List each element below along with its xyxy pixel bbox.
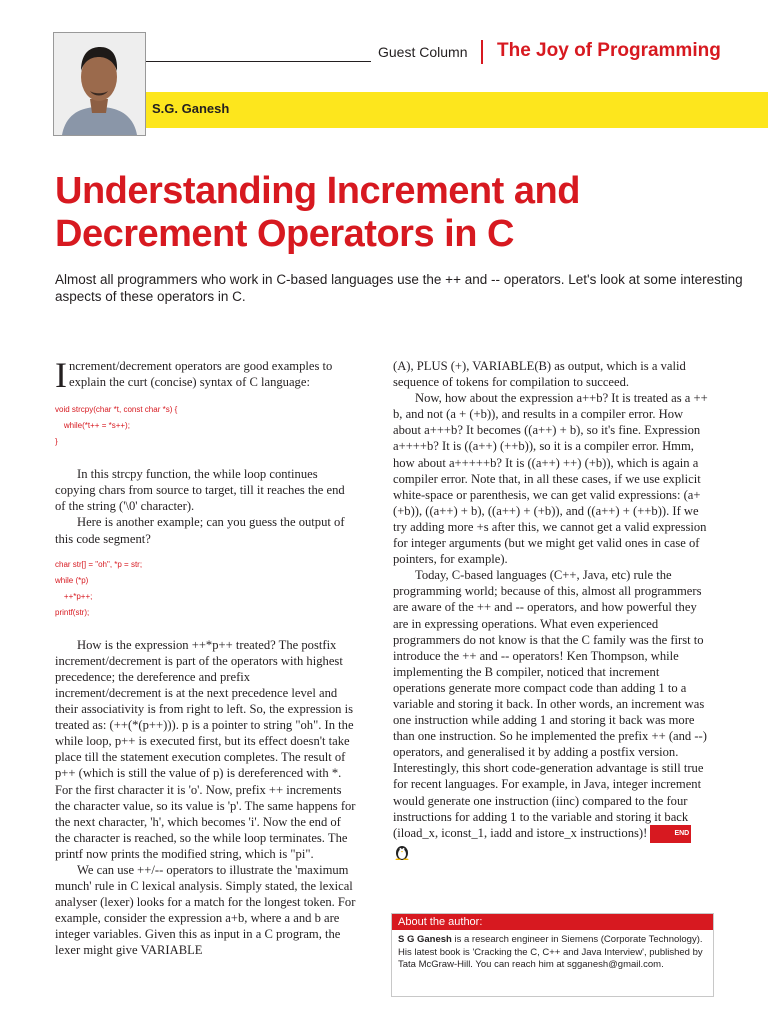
paragraph-intro [55, 355, 358, 395]
about-author-box [391, 913, 714, 997]
code-line: while(*t++ = *s++); [55, 421, 130, 431]
code-line: while (*p) [55, 575, 89, 585]
paragraph-precedence: How is the expression ++*p++ treated? The postfix increment/decrement is part of the operators with highest precedence; the dereference and prefix increment/decrement is at the next precedence level and their associativity is from right to left. So, the expression is treated as: (++(*(p++))). p is a pointer to string "oh". In the while loop, p++ is executed first, but its effect doesn't take place till the statement execution completes. The result of p++ (which is still the value of p) is dereferenced with *. For the first character it is 'o'. Now, prefix ++ increments the character value, so its value is 'p'. The same happens for the next character, 'h', which becomes 'i'. Now the end of the character is reached, so the while loop terminates. The printf now prints the modified string, which is "pi". [55, 637, 356, 861]
paragraph-example: Here is another example; can you guess the output of this code segment? [55, 515, 345, 546]
end-badge: END [650, 825, 691, 843]
about-text [392, 930, 713, 976]
paragraph-tokens: (A), PLUS (+), VARIABLE(B) as output, which is a valid sequence of tokens for compilation to succeed. [393, 359, 686, 390]
header-rule [146, 61, 371, 62]
code-line: void strcpy(char *t, const char *s) { [55, 405, 178, 415]
code-block-example [55, 557, 358, 621]
paragraph-strcpy: In this strcpy function, the while loop continues copying chars from source to target, till it reaches the end of the string ('\0' character). [55, 467, 345, 514]
author-photo [53, 32, 146, 136]
author-portrait-icon [54, 33, 145, 135]
code-line: ++*p++; [55, 591, 93, 601]
right-column [393, 358, 710, 860]
author-band [146, 92, 768, 128]
left-column [55, 355, 358, 959]
code-line: } [55, 437, 58, 447]
code-block-strcpy [55, 402, 358, 450]
code-line: printf(str); [55, 607, 90, 617]
about-bio: is a research engineer in Siemens (Corporate Technology). His latest book is 'Cracking the C, C++ and Java Interview', published by Tata McGraw-Hill. You can reach him at sgganesh@gmail.com. [398, 934, 703, 971]
header-divider [481, 40, 483, 64]
article-lead: Almost all programmers who work in C-based languages use the ++ and -- operators. Let's look at some interesting aspects of these operators in C. [55, 272, 743, 304]
author-name: S.G. Ganesh [152, 101, 230, 116]
code-line: char str[] = "oh", *p = str; [55, 559, 143, 569]
about-heading: About the author: [392, 914, 713, 930]
penguin-icon [393, 844, 411, 860]
history-text: Today, C-based languages (C++, Java, etc) rule the programming world; because of this, almost all programmers are aware of the ++ and -- operators, and how powerful they are in expressing operations. What even experienced programmers do not know is that the C family was the first to introduce the ++ and -- operators! Ken Thompson, while implementing the B compiler, noticed that increment operations generate more compact code than adding 1 to a variable and storing it back. In other words, an increment was one instruction while adding 1 and storing it back was more than one instruction. So he implemented the prefix ++ (and --) operators, and generalised it by adding a postfix version. Interestingly, this short code-generation advantage is still true for recent languages. For example, in Java, integer increment would generate one instruction (iinc) compared to the four instructions for adding 1 to the variable and storing it back (iload_x, iconst_1, iadd and istore_x instructions)! [393, 568, 707, 840]
paragraph-munch: We can use ++/-- operators to illustrate the 'maximum munch' rule in C lexical analysis. Simply stated, the lexical analyser (lexer) looks for a match for the longest token. For example, consider the expression a+b, where a and b are integer variables. Given this as input in a C program, the lexer might give VARIABLE [55, 862, 356, 958]
title-line-2: Decrement Operators in C [55, 213, 514, 255]
section-label: Guest Column [378, 44, 468, 60]
intro-text: ncrement/decrement operators are good examples to explain the curt (concise) syntax of C language: [69, 359, 333, 390]
about-name: S G Ganesh [398, 934, 452, 945]
article-title [55, 170, 745, 256]
paragraph-history [393, 567, 710, 860]
title-line-1: Understanding Increment and [55, 170, 580, 212]
drop-cap: I [55, 355, 67, 395]
column-title: The Joy of Programming [497, 40, 721, 61]
paragraph-expressions: Now, how about the expression a++b? It is treated as a ++ b, and not (a + (+b)), and results in a compiler error. How about a+++b? It becomes ((a++) + b), so it's fine. Expression a++++b? It is ((a++) (++b)), so it is a compiler error. Hmm, how about a+++++b? It is ((a++) ++) (+b)), which is again a compiler error. Note that, in all these cases, if we use explicit white-space or parenthesis, we can get valid expressions: (a+ (+b)), ((a++) + b), ((a++) + (+b)), and ((a++) + (++b)). If we try adding more +s after this, we cannot get a valid expression for integer arguments (but we might get valid ones in case of pointers, for example). [393, 391, 708, 567]
